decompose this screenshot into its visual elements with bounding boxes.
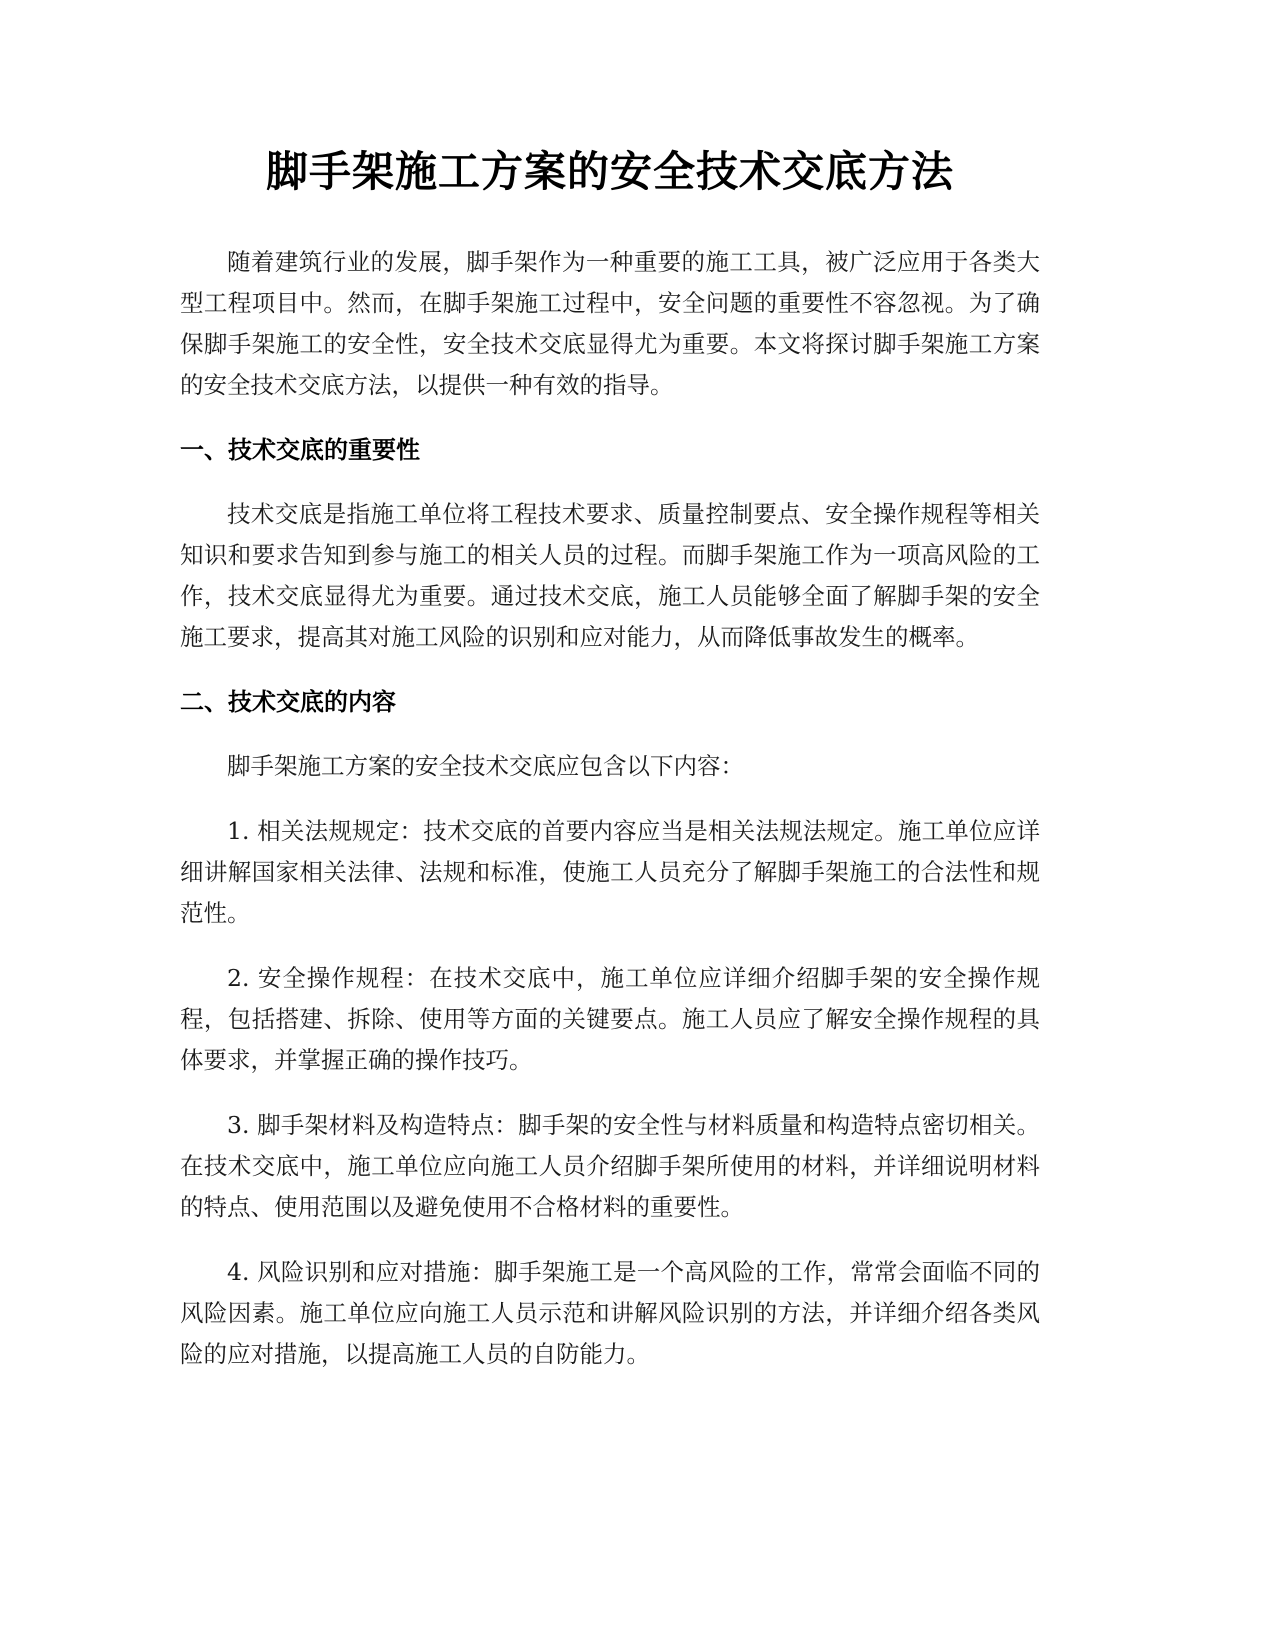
section-2-intro: 脚手架施工方案的安全技术交底应包含以下内容：: [227, 752, 744, 780]
section-1-heading: 一、技术交底的重要性: [180, 436, 420, 464]
section-1-paragraph: 技术交底是指施工单位将工程技术要求、质量控制要点、安全操作规程等相关知识和要求告知到参与施工的相关人员的过程。而脚手架施工作为一项高风险的工作，技术交底显得尤为重要。通过技术交底，施工人员能够全面了解脚手架的安全施工要求，提高其对施工风险的识别和应对能力，从而降低事故发生的概率。: [180, 500, 1040, 651]
section-2-heading: 二、技术交底的内容: [180, 688, 396, 716]
list-item: 4. 风险识别和应对措施：脚手架施工是一个高风险的工作，常常会面临不同的风险因素。施工单位应向施工人员示范和讲解风险识别的方法，并详细介绍各类风险的应对措施，以提高施工人员的自防能力。: [180, 1258, 1040, 1368]
document-title: 脚手架施工方案的安全技术交底方法: [265, 147, 954, 196]
list-item: 3. 脚手架材料及构造特点：脚手架的安全性与材料质量和构造特点密切相关。在技术交底中，施工单位应向施工人员介绍脚手架所使用的材料，并详细说明材料的特点、使用范围以及避免使用不合格材料的重要性。: [180, 1111, 1040, 1221]
intro-paragraph: 随着建筑行业的发展，脚手架作为一种重要的施工工具，被广泛应用于各类大型工程项目中。然而，在脚手架施工过程中，安全问题的重要性不容忽视。为了确保脚手架施工的安全性，安全技术交底显得尤为重要。本文将探讨脚手架施工方案的安全技术交底方法，以提供一种有效的指导。: [180, 248, 1040, 399]
document-page: [180, 140, 1040, 1399]
list-item: 2. 安全操作规程：在技术交底中，施工单位应详细介绍脚手架的安全操作规程，包括搭建、拆除、使用等方面的关键要点。施工人员应了解安全操作规程的具体要求，并掌握正确的操作技巧。: [180, 964, 1040, 1074]
list-item: 1. 相关法规规定：技术交底的首要内容应当是相关法规法规定。施工单位应详细讲解国家相关法律、法规和标准，使施工人员充分了解脚手架施工的合法性和规范性。: [180, 817, 1040, 927]
